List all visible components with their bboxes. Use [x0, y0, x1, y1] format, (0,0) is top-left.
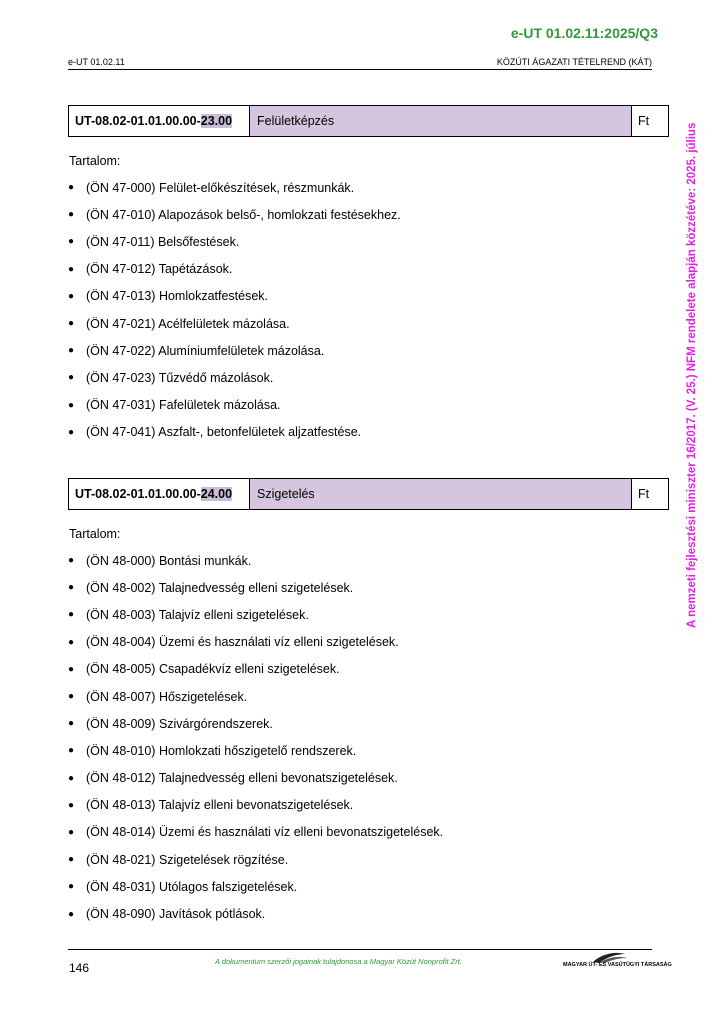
- bullet-icon: ●: [68, 290, 75, 302]
- item-title: Felületképzés: [250, 106, 632, 136]
- list-item: ● (ÖN 48-012) Talajnedvesség elleni bevonatszigetelések.: [68, 771, 398, 786]
- list-item: ● (ÖN 48-002) Talajnedvesség elleni szigetelések.: [68, 580, 354, 595]
- list-item: ● (ÖN 47-010) Alapozások belső-, homlokzati festésekhez.: [68, 207, 401, 222]
- bullet-icon: ●: [68, 718, 75, 730]
- header-divider: [68, 69, 652, 70]
- bullet-icon: ●: [68, 908, 75, 920]
- item-code: [69, 106, 250, 136]
- list-item: ● (ÖN 48-090) Javítások pótlások.: [68, 907, 266, 922]
- item-code-prefix: UT-08.02-01.01.00.00-: [75, 114, 201, 128]
- logo-caption: MAGYAR ÚT- ÉS VASÚTÜGYI TÁRSASÁG: [563, 962, 672, 968]
- item-code-box-1: [68, 105, 669, 137]
- bullet-icon: ●: [68, 426, 75, 438]
- content-list-2: [68, 547, 443, 928]
- list-item: ● (ÖN 48-003) Talajvíz elleni szigetelések.: [68, 607, 309, 622]
- bullet-icon: ●: [68, 854, 75, 866]
- bullet-icon: ●: [68, 609, 75, 621]
- bullet-icon: ●: [68, 772, 75, 784]
- bullet-icon: ●: [68, 826, 75, 838]
- page-number: 146: [69, 961, 90, 975]
- bullet-icon: ●: [68, 881, 75, 893]
- list-item: ● (ÖN 48-000) Bontási munkák.: [68, 553, 252, 568]
- content-label: Tartalom:: [69, 527, 121, 541]
- content-label: Tartalom:: [69, 154, 121, 168]
- document-id: e-UT 01.02.11:2025/Q3: [510, 25, 658, 41]
- bullet-icon: ●: [68, 209, 75, 221]
- bullet-icon: ●: [68, 745, 75, 757]
- company-logo-icon: [563, 950, 655, 972]
- list-item: ● (ÖN 48-031) Utólagos falszigetelések.: [68, 879, 298, 894]
- item-code-prefix: UT-08.02-01.01.00.00-: [75, 487, 201, 501]
- item-title: Szigetelés: [250, 479, 632, 509]
- bullet-icon: ●: [68, 236, 75, 248]
- bullet-icon: ●: [68, 691, 75, 703]
- bullet-icon: ●: [68, 399, 75, 411]
- bullet-icon: ●: [68, 263, 75, 275]
- list-item: ● (ÖN 48-009) Szivárgórendszerek.: [68, 716, 273, 731]
- bullet-icon: ●: [68, 663, 75, 675]
- bullet-icon: ●: [68, 582, 75, 594]
- list-item: ● (ÖN 48-014) Üzemi és használati víz elleni bevonatszigetelések.: [68, 825, 444, 840]
- side-publication-note: A nemzeti fejlesztési miniszter 16/2017. (V. 25.) NFM rendelete alapján közzétéve: 2025. július: [686, 122, 698, 628]
- bullet-icon: ●: [68, 345, 75, 357]
- bullet-icon: ●: [68, 182, 75, 194]
- list-item: ● (ÖN 47-011) Belsőfestések.: [68, 234, 240, 249]
- bullet-icon: ●: [68, 636, 75, 648]
- header-left: e-UT 01.02.11: [68, 57, 125, 67]
- list-item: ● (ÖN 48-010) Homlokzati hőszigetelő rendszerek.: [68, 743, 357, 758]
- item-unit: Ft: [638, 114, 650, 128]
- list-item: ● (ÖN 48-007) Hőszigetelések.: [68, 689, 248, 704]
- list-item: ● (ÖN 47-023) Tűzvédő mázolások.: [68, 370, 274, 385]
- bullet-icon: ●: [68, 372, 75, 384]
- item-code-suffix: 24.00: [200, 487, 233, 501]
- list-item: ● (ÖN 48-004) Üzemi és használati víz elleni szigetelések.: [68, 635, 399, 650]
- list-item: ● (ÖN 48-021) Szigetelések rögzítése.: [68, 852, 289, 867]
- list-item: ● (ÖN 47-000) Felület-előkészítések, részmunkák.: [68, 180, 355, 195]
- list-item: ● (ÖN 47-041) Aszfalt-, betonfelületek aljzatfestése.: [68, 425, 362, 440]
- item-unit: Ft: [638, 487, 650, 501]
- list-item: ● (ÖN 47-021) Acélfelületek mázolása.: [68, 316, 290, 331]
- bullet-icon: ●: [68, 555, 75, 567]
- list-item: ● (ÖN 48-005) Csapadékvíz elleni szigetelések.: [68, 662, 340, 677]
- list-item: ● (ÖN 47-012) Tapétázások.: [68, 262, 233, 277]
- list-item: ● (ÖN 47-022) Alumíniumfelületek mázolása.: [68, 343, 325, 358]
- item-code-suffix: 23.00: [200, 114, 233, 128]
- list-item: ● (ÖN 48-013) Talajvíz elleni bevonatszigetelések.: [68, 798, 354, 813]
- content-list-1: [68, 174, 401, 446]
- bullet-icon: ●: [68, 799, 75, 811]
- list-item: ● (ÖN 47-013) Homlokzatfestések.: [68, 289, 269, 304]
- bullet-icon: ●: [68, 318, 75, 330]
- list-item: ● (ÖN 47-031) Fafelületek mázolása.: [68, 398, 281, 413]
- item-code-box-2: [68, 478, 669, 510]
- header-right: KÖZÚTI ÁGAZATI TÉTELREND (KÁT): [496, 57, 652, 67]
- copyright-note: A dokumentum szerzői jogainak tulajdonosa a Magyar Közút Nonprofit Zrt.: [215, 957, 462, 966]
- item-code: [69, 479, 250, 509]
